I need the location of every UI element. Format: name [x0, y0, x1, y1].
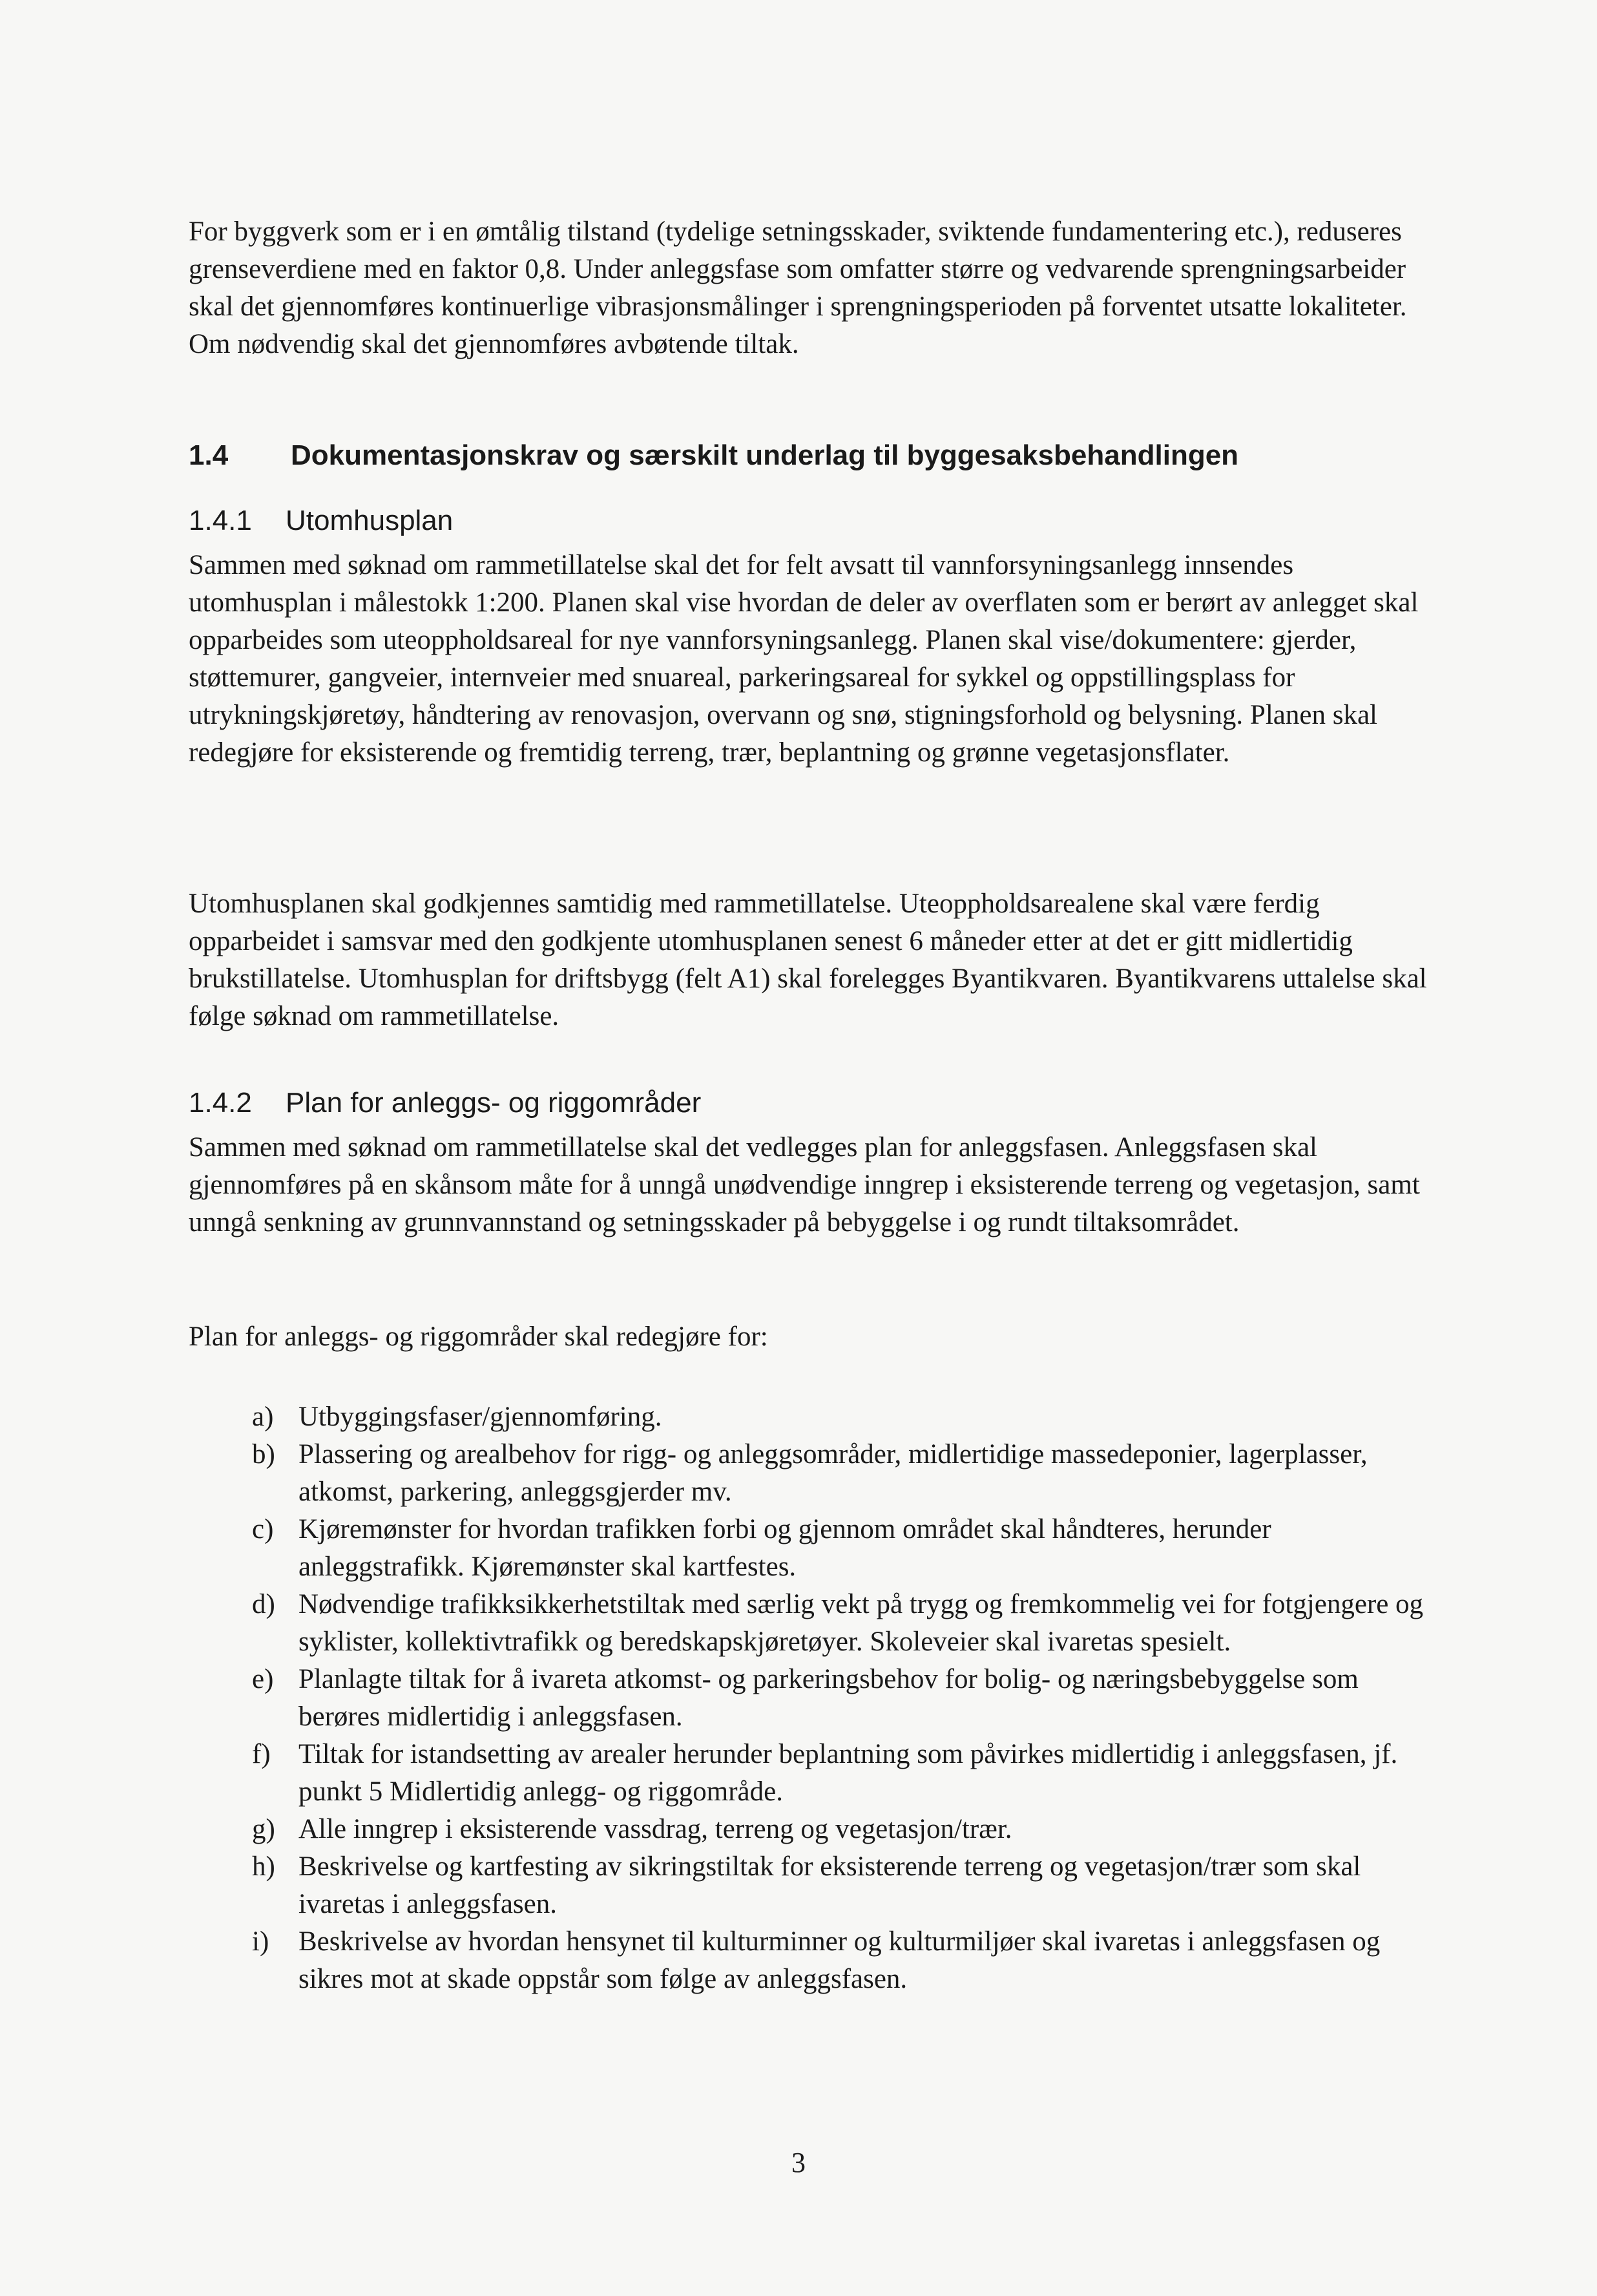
utomhusplan-paragraph-1: Sammen med søknad om rammetillatelse skal det for felt avsatt til vannforsyningsanlegg innsendes utomhusplan i målestokk 1:200. Planen skal vise hvordan de deler av overflaten som er berørt av anlegget skal opparbeides som uteoppholdsareal for nye vannforsyningsanlegg. Planen skal vise/dokumentere: gjerder, støttemurer, gangveier, internveier med snuareal, parkeringsareal for sykkel og oppstillingsplass for utrykningskjøretøy, håndtering av renovasjon, overvann og snø, stigningsforhold og belysning. Planen skal redegjøre for eksisterende og fremtidig terreng, trær, beplantning og grønne vegetasjonsflater.: [189, 550, 1419, 768]
utomhusplan-paragraph-2: Utomhusplanen skal godkjennes samtidig med rammetillatelse. Uteoppholdsarealene skal være ferdig opparbeidet i samsvar med den godkjente utomhusplanen senest 6 måneder etter at det er gitt midlertidig brukstillatelse. Utomhusplan for driftsbygg (felt A1) skal forelegges Byantikvaren. Byantikvarens uttalelse skal følge søknad om rammetillatelse.: [189, 889, 1427, 1031]
list-item: [252, 1511, 1441, 1586]
list-item-text: Utbyggingsfaser/gjennomføring.: [298, 1402, 662, 1432]
subsection-number: 1.4.1: [189, 505, 252, 536]
list-marker: d): [252, 1589, 275, 1619]
list-item-text: Planlagte tiltak for å ivareta atkomst- og parkeringsbehov for bolig- og næringsbebyggelse som berøres midlertidig i anleggsfasen.: [298, 1664, 1359, 1732]
subsection-title: Plan for anleggs- og riggområder: [286, 1087, 702, 1119]
anleggsplan-paragraph-1: Sammen med søknad om rammetillatelse skal det vedlegges plan for anleggsfasen. Anleggsfasen skal gjennomføres på en skånsom måte for å unngå unødvendige inngrep i eksisterende terreng og vegetasjon, samt unngå senkning av grunnvannstand og setningsskader på bebyggelse i og rundt tiltaksområdet.: [189, 1132, 1420, 1238]
intro-paragraph: For byggverk som er i en ømtålig tilstand (tydelige setningsskader, sviktende fundamentering etc.), reduseres grenseverdiene med en faktor 0,8. Under anleggsfase som omfatter større og vedvarende sprengningsarbeider skal det gjennomføres kontinuerlige vibrasjonsmålinger i sprengningsperioden på forventet utsatte lokaliteter. Om nødvendig skal det gjennomføres avbøtende tiltak.: [189, 216, 1407, 359]
list-marker: e): [252, 1664, 274, 1694]
subsection-number: 1.4.2: [189, 1087, 252, 1119]
list-item: [252, 1586, 1441, 1661]
list-item: [252, 1736, 1441, 1811]
list-item: [252, 1923, 1441, 1998]
list-marker: b): [252, 1439, 275, 1469]
list-item: [252, 1398, 1441, 1436]
list-marker: h): [252, 1851, 275, 1882]
page-number: 3: [791, 2147, 806, 2178]
list-item: [252, 1661, 1441, 1736]
list-item-text: Tiltak for istandsetting av arealer herunder beplantning som påvirkes midlertidig i anleggsfasen, jf. punkt 5 Midlertidig anlegg- og riggområde.: [298, 1739, 1398, 1807]
subsection-title: Utomhusplan: [286, 505, 454, 536]
list-item-text: Beskrivelse av hvordan hensynet til kulturminner og kulturmiljøer skal ivaretas i anleggsfasen og sikres mot at skade oppstår som følge av anleggsfasen.: [298, 1926, 1381, 1994]
list-marker: g): [252, 1814, 275, 1844]
list-item-text: Kjøremønster for hvordan trafikken forbi og gjennom området skal håndteres, herunder anleggstrafikk. Kjøremønster skal kartfestes.: [298, 1514, 1271, 1582]
subsection-heading-anleggsplan: [189, 1085, 701, 1121]
subsection-heading-utomhusplan: [189, 503, 453, 539]
list-item-text: Beskrivelse og kartfesting av sikringstiltak for eksisterende terreng og vegetasjon/trær som skal ivaretas i anleggsfasen.: [298, 1851, 1361, 1919]
list-item-text: Plassering og arealbehov for rigg- og anleggsområder, midlertidige massedeponier, lagerplasser, atkomst, parkering, anleggsgjerder mv.: [298, 1439, 1368, 1507]
anleggsplan-paragraph-2: Plan for anleggs- og riggområder skal redegjøre for:: [189, 1322, 768, 1352]
list-item: [252, 1811, 1441, 1848]
list-item-text: Nødvendige trafikksikkerhetstiltak med særlig vekt på trygg og fremkommelig vei for fotgjengere og syklister, kollektivtrafikk og beredskapskjøretøyer. Skoleveier skal ivaretas spesielt.: [298, 1589, 1424, 1657]
list-marker: i): [252, 1926, 269, 1957]
list-item: [252, 1848, 1441, 1923]
list-item-text: Alle inngrep i eksisterende vassdrag, terreng og vegetasjon/trær.: [298, 1814, 1012, 1844]
requirements-list: [252, 1398, 1441, 1998]
section-title: Dokumentasjonskrav og særskilt underlag til byggesaksbehandlingen: [291, 439, 1239, 471]
section-number: 1.4: [189, 439, 229, 471]
list-marker: a): [252, 1402, 274, 1432]
list-marker: f): [252, 1739, 271, 1769]
list-item: [252, 1436, 1441, 1511]
section-heading: [189, 437, 1238, 474]
list-marker: c): [252, 1514, 274, 1544]
